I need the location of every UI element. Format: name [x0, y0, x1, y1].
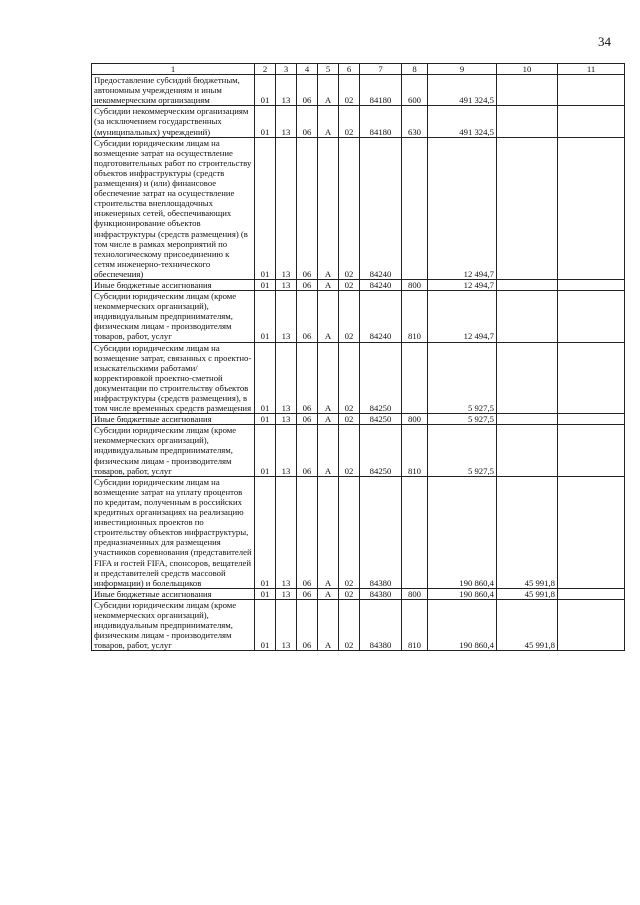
- cell-col-3: 13: [276, 75, 297, 106]
- cell-col-8: [402, 137, 428, 279]
- cell-col-5: А: [318, 291, 339, 342]
- cell-col-10: 45 991,8: [497, 599, 558, 650]
- cell-col-5: А: [318, 476, 339, 588]
- cell-col-5: А: [318, 75, 339, 106]
- cell-col-5: А: [318, 342, 339, 414]
- col-header-7: 7: [360, 64, 402, 75]
- cell-col-9: 190 860,4: [428, 476, 497, 588]
- cell-col-4: 06: [297, 137, 318, 279]
- cell-col-10: [497, 414, 558, 425]
- cell-col-9: 190 860,4: [428, 588, 497, 599]
- cell-col-2: 01: [255, 342, 276, 414]
- cell-col-8: [402, 476, 428, 588]
- cell-col-2: 01: [255, 425, 276, 476]
- cell-col-9: 5 927,5: [428, 414, 497, 425]
- cell-col-6: 02: [339, 599, 360, 650]
- cell-col-4: 06: [297, 75, 318, 106]
- cell-col-8: 810: [402, 599, 428, 650]
- cell-col-7: 84250: [360, 414, 402, 425]
- col-header-5: 5: [318, 64, 339, 75]
- cell-col-2: 01: [255, 599, 276, 650]
- cell-col-11: [558, 106, 625, 137]
- cell-col-9: 12 494,7: [428, 137, 497, 279]
- cell-col-5: А: [318, 588, 339, 599]
- cell-col-3: 13: [276, 279, 297, 290]
- cell-col-10: [497, 279, 558, 290]
- cell-col-4: 06: [297, 588, 318, 599]
- cell-col-11: [558, 425, 625, 476]
- col-header-11: 11: [558, 64, 625, 75]
- cell-col-6: 02: [339, 106, 360, 137]
- cell-col-4: 06: [297, 476, 318, 588]
- table-row: [92, 599, 625, 650]
- cell-col-4: 06: [297, 279, 318, 290]
- cell-col-2: 01: [255, 106, 276, 137]
- cell-col-9: 190 860,4: [428, 599, 497, 650]
- cell-col-9: 491 324,5: [428, 106, 497, 137]
- cell-col-11: [558, 476, 625, 588]
- cell-col-11: [558, 588, 625, 599]
- cell-col-8: 810: [402, 291, 428, 342]
- cell-col-3: 13: [276, 414, 297, 425]
- header-row: [92, 64, 625, 75]
- table-row: [92, 476, 625, 588]
- cell-col-6: 02: [339, 425, 360, 476]
- table-row: [92, 588, 625, 599]
- cell-col-2: 01: [255, 291, 276, 342]
- cell-col-2: 01: [255, 588, 276, 599]
- cell-col-7: 84250: [360, 342, 402, 414]
- cell-col-8: 630: [402, 106, 428, 137]
- cell-col-11: [558, 342, 625, 414]
- cell-col-5: А: [318, 425, 339, 476]
- budget-table: [91, 63, 625, 651]
- cell-col-7: 84380: [360, 476, 402, 588]
- cell-col-6: 02: [339, 137, 360, 279]
- cell-col-9: 5 927,5: [428, 425, 497, 476]
- cell-col-3: 13: [276, 425, 297, 476]
- cell-col-7: 84240: [360, 137, 402, 279]
- row-name: Субсидии юридическим лицам на возмещение затрат на осуществление подготовительных работ по строительству объектов инфраструктуры (средств размещения) и (или) финансовое обеспечение затрат на осуществление строительства внеплощадочных инженерных сетей, обеспечивающих функционирование объектов инфраструктуры (средств размещения) (в том числе в рамках мероприятий по технологическому присоединению к сетям инженерно-технического обеспечения): [92, 137, 255, 279]
- cell-col-8: 800: [402, 588, 428, 599]
- cell-col-5: А: [318, 414, 339, 425]
- cell-col-11: [558, 137, 625, 279]
- cell-col-7: 84380: [360, 588, 402, 599]
- col-header-6: 6: [339, 64, 360, 75]
- cell-col-3: 13: [276, 588, 297, 599]
- cell-col-9: 5 927,5: [428, 342, 497, 414]
- row-name: Иные бюджетные ассигнования: [92, 279, 255, 290]
- cell-col-6: 02: [339, 279, 360, 290]
- cell-col-2: 01: [255, 279, 276, 290]
- cell-col-9: 12 494,7: [428, 291, 497, 342]
- cell-col-9: 12 494,7: [428, 279, 497, 290]
- table-row: [92, 342, 625, 414]
- col-header-3: 3: [276, 64, 297, 75]
- row-name: Иные бюджетные ассигнования: [92, 588, 255, 599]
- col-header-2: 2: [255, 64, 276, 75]
- row-name: Субсидии юридическим лицам (кроме некоммерческих организаций), индивидуальным предпринимателям, физическим лицам - производителям товаров, работ, услуг: [92, 425, 255, 476]
- cell-col-8: 800: [402, 414, 428, 425]
- cell-col-7: 84250: [360, 425, 402, 476]
- cell-col-5: А: [318, 106, 339, 137]
- cell-col-3: 13: [276, 342, 297, 414]
- col-header-10: 10: [497, 64, 558, 75]
- table-row: [92, 291, 625, 342]
- row-name: Предоставление субсидий бюджетным, автономным учреждениям и иным некоммерческим организациям: [92, 75, 255, 106]
- cell-col-3: 13: [276, 476, 297, 588]
- cell-col-5: А: [318, 599, 339, 650]
- cell-col-5: А: [318, 279, 339, 290]
- row-name: Субсидии юридическим лицам на возмещение затрат, связанных с проектно-изыскательскими работами/корректировкой проектно-сметной документации по строительству объектов инфраструктуры (средств размещения), в том числе временных средств размещения: [92, 342, 255, 414]
- col-header-9: 9: [428, 64, 497, 75]
- cell-col-10: [497, 106, 558, 137]
- cell-col-8: 600: [402, 75, 428, 106]
- cell-col-6: 02: [339, 75, 360, 106]
- cell-col-10: [497, 137, 558, 279]
- cell-col-10: 45 991,8: [497, 588, 558, 599]
- cell-col-4: 06: [297, 342, 318, 414]
- cell-col-11: [558, 291, 625, 342]
- cell-col-9: 491 324,5: [428, 75, 497, 106]
- cell-col-7: 84240: [360, 279, 402, 290]
- cell-col-4: 06: [297, 414, 318, 425]
- cell-col-6: 02: [339, 414, 360, 425]
- cell-col-6: 02: [339, 291, 360, 342]
- table-row: [92, 425, 625, 476]
- cell-col-3: 13: [276, 106, 297, 137]
- page-number: 34: [598, 34, 611, 49]
- cell-col-7: 84180: [360, 106, 402, 137]
- cell-col-3: 13: [276, 291, 297, 342]
- cell-col-8: 810: [402, 425, 428, 476]
- cell-col-11: [558, 75, 625, 106]
- cell-col-4: 06: [297, 291, 318, 342]
- table-row: [92, 414, 625, 425]
- table-row: [92, 279, 625, 290]
- cell-col-2: 01: [255, 75, 276, 106]
- cell-col-7: 84240: [360, 291, 402, 342]
- row-name: Субсидии юридическим лицам (кроме некоммерческих организаций), индивидуальным предпринимателям, физическим лицам - производителям товаров, работ, услуг: [92, 599, 255, 650]
- cell-col-8: [402, 342, 428, 414]
- cell-col-10: [497, 425, 558, 476]
- cell-col-11: [558, 599, 625, 650]
- col-header-1: 1: [92, 64, 255, 75]
- cell-col-8: 800: [402, 279, 428, 290]
- cell-col-11: [558, 414, 625, 425]
- cell-col-4: 06: [297, 425, 318, 476]
- cell-col-2: 01: [255, 414, 276, 425]
- cell-col-2: 01: [255, 137, 276, 279]
- cell-col-10: [497, 291, 558, 342]
- cell-col-10: [497, 75, 558, 106]
- row-name: Субсидии некоммерческим организациям (за исключением государственных (муниципальных) учреждений): [92, 106, 255, 137]
- cell-col-11: [558, 279, 625, 290]
- row-name: Субсидии юридическим лицам (кроме некоммерческих организаций), индивидуальным предпринимателям, физическим лицам - производителям товаров, работ, услуг: [92, 291, 255, 342]
- cell-col-4: 06: [297, 599, 318, 650]
- col-header-4: 4: [297, 64, 318, 75]
- cell-col-2: 01: [255, 476, 276, 588]
- cell-col-10: 45 991,8: [497, 476, 558, 588]
- cell-col-10: [497, 342, 558, 414]
- cell-col-3: 13: [276, 599, 297, 650]
- cell-col-7: 84380: [360, 599, 402, 650]
- cell-col-5: А: [318, 137, 339, 279]
- cell-col-3: 13: [276, 137, 297, 279]
- cell-col-6: 02: [339, 342, 360, 414]
- table-row: [92, 137, 625, 279]
- row-name: Субсидии юридическим лицам на возмещение затрат на уплату процентов по кредитам, полученным в российских кредитных организациях на реализацию инвестиционных проектов по строительству объектов инфраструктуры, предназначенных для размещения участников соревнования (представителей FIFA и гостей FIFA, спонсоров, вещателей и представителей средств массовой информации) и болельщиков: [92, 476, 255, 588]
- cell-col-4: 06: [297, 106, 318, 137]
- cell-col-7: 84180: [360, 75, 402, 106]
- cell-col-6: 02: [339, 476, 360, 588]
- row-name: Иные бюджетные ассигнования: [92, 414, 255, 425]
- col-header-8: 8: [402, 64, 428, 75]
- cell-col-6: 02: [339, 588, 360, 599]
- table-row: [92, 75, 625, 106]
- table-row: [92, 106, 625, 137]
